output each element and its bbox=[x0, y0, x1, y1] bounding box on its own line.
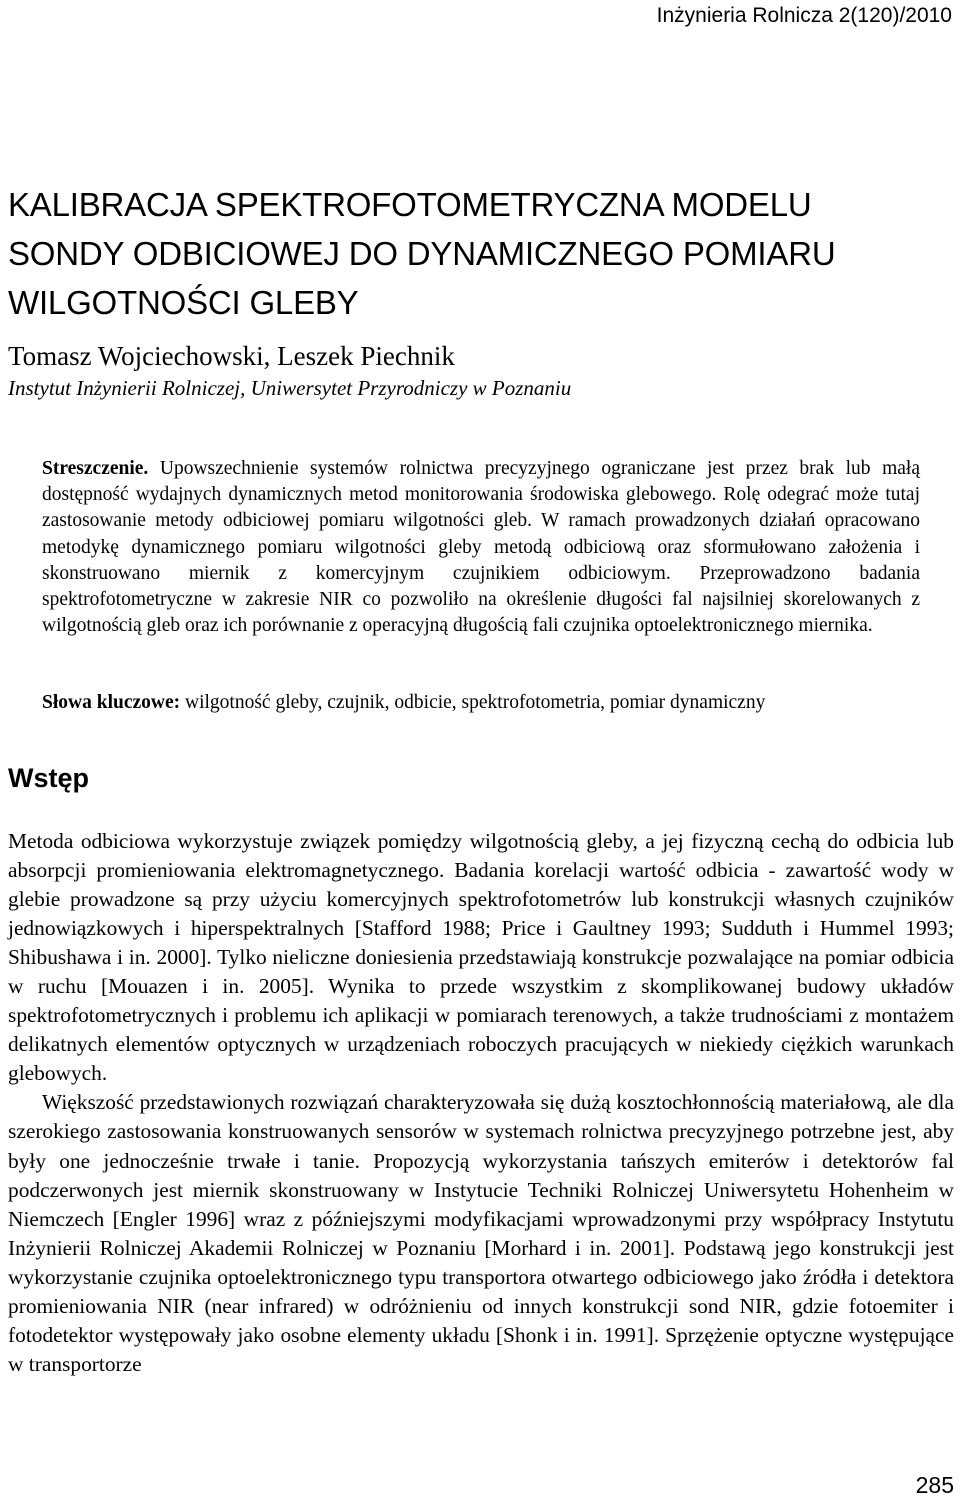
article-title-line-2: SONDY ODBICIOWEJ DO DYNAMICZNEGO POMIARU bbox=[8, 235, 836, 272]
page-number: 285 bbox=[915, 1472, 954, 1498]
body-paragraph-1: Metoda odbiciowa wykorzystuje związek pomiędzy wilgotnością gleby, a jej fizyczną cechą do odbicia lub absorpcji promieniowania elektromagnetycznego. Badania korelacji wartość odbicia - zawartość wody w glebie prowadzone są przy użyciu komercyjnych spektrofotometrów lub konstrukcji własnych czujników jednowiązkowych i hiperspektralnych [Stafford 1988; Price i Gaultney 1993; Sudduth i Hummel 1993; Shibushawa i in. 2000]. Tylko nieliczne doniesienia przedstawiają konstrukcje pozwalające na pomiar odbicia w ruchu [Mouazen i in. 2005]. Wynika to przede wszystkim z skomplikowanej budowy układów spektrofotometrycznych i problemu ich aplikacji w pomiarach terenowych, a także trudnościami z montażem delikatnych elementów optycznych w urządzeniach roboczych pracujących w niekiedy ciężkich warunkach glebowych. bbox=[8, 829, 954, 1086]
article-title-line-3: WILGOTNOŚCI GLEBY bbox=[8, 284, 359, 321]
abstract-text: Upowszechnienie systemów rolnictwa precyzyjnego ograniczane jest przez brak lub małą dostępność wydajnych dynamicznych metod monitorowania środowiska glebowego. Rolę odegrać może tutaj zastosowanie metody odbiciowej pomiaru wilgotności gleb. W ramach prowadzonych działań opracowano metodykę dynamicznego pomiaru wilgotności gleby metodą odbiciową oraz sformułowano założenia i skonstruowano miernik z komercyjnym czujnikiem odbiciowym. Przeprowadzono badania spektrofotometryczne w zakresie NIR co pozwoliło na określenie długości fal najsilniej skorelowanych z wilgotnością gleb oraz ich porównanie z operacyjną długością fali czujnika optoelektronicznego miernika. bbox=[42, 458, 920, 637]
keywords-label: Słowa kluczowe: bbox=[42, 692, 181, 713]
body-paragraph-2: Większość przedstawionych rozwiązań charakteryzowała się dużą kosztochłonnością materiałową, ale dla szerokiego zastosowania konstruowanych sensorów w systemach rolnictwa precyzyjnego potrzebne jest, aby były one jednocześnie trwałe i tanie. Propozycją wykorzystania tańszych emiterów i detektorów fal podczerwonych jest miernik skonstruowany w Instytucie Techniki Rolniczej Uniwersytetu Hohenheim w Niemczech [Engler 1996] wraz z późniejszymi modyfikacjami wprowadzonymi przy współpracy Instytutu Inżynierii Rolniczej Akademii Rolniczej w Poznaniu [Morhard i in. 2001]. Podstawą jego konstrukcji jest wykorzystanie czujnika optoelektronicznego typu transportora otwartego odbiciowego jako źródła i detektora promieniowania NIR (near infrared) w odróżnieniu od innych konstrukcji sond NIR, gdzie fotoemiter i fotodetektor występowały jako osobne elementy układu [Shonk i in. 1991]. Sprzężenie optyczne występujące w transportorze bbox=[8, 1090, 954, 1376]
affiliation: Instytut Inżynierii Rolniczej, Uniwersytet Przyrodniczy w Poznaniu bbox=[8, 376, 572, 400]
article-title bbox=[8, 180, 948, 327]
article-title-line-1: KALIBRACJA SPEKTROFOTOMETRYCZNA MODELU bbox=[8, 186, 812, 223]
body-text bbox=[8, 827, 954, 1379]
authors: Tomasz Wojciechowski, Leszek Piechnik bbox=[8, 341, 455, 371]
abstract-label: Streszczenie. bbox=[42, 458, 149, 479]
keywords-text: wilgotność gleby, czujnik, odbicie, spektrofotometria, pomiar dynamiczny bbox=[185, 692, 766, 713]
section-heading: Wstęp bbox=[8, 763, 89, 793]
running-head: Inżynieria Rolnicza 2(120)/2010 bbox=[656, 4, 952, 27]
keywords bbox=[42, 690, 920, 716]
abstract bbox=[42, 456, 920, 639]
